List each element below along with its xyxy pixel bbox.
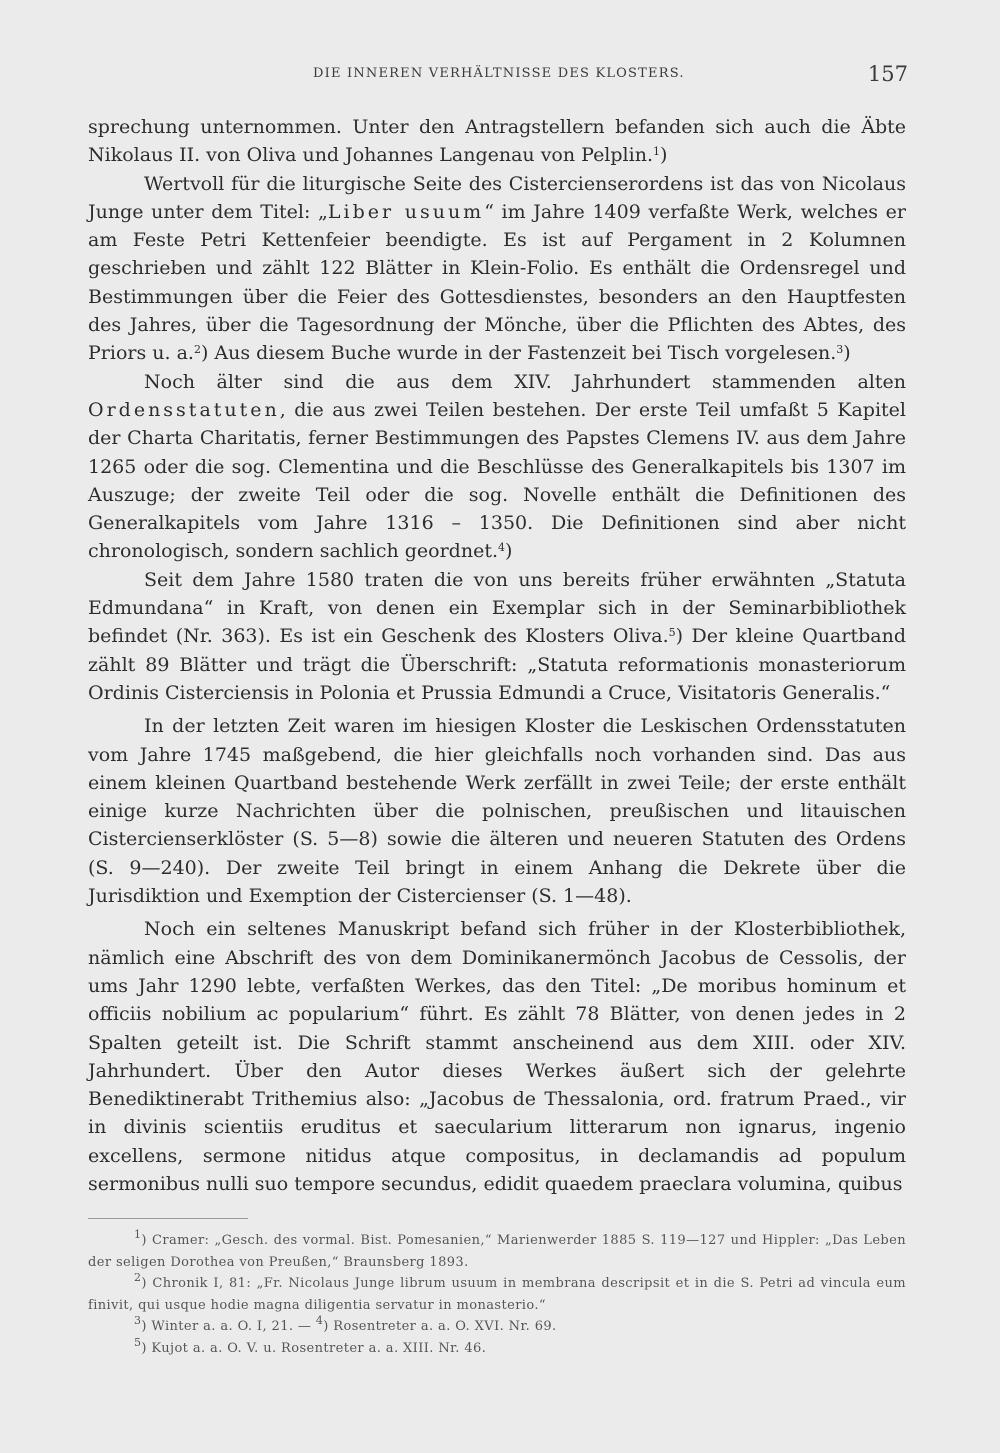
footnote-mark: 3	[134, 1314, 142, 1327]
footnote-text: ) Cramer: „Gesch. des vormal. Bist. Pomesanien,“ Marienwerder 1885 S. 119—127 und Hippler: „Das Leben der seligen Dorothea von Preußen,“ Braunsberg 1893.	[88, 1233, 906, 1270]
footnote-text: ) Kujot a. a. O. V. u. Rosentreter a. a. XIII. Nr. 46.	[141, 1340, 487, 1356]
footnote-mark: 5	[134, 1335, 142, 1349]
paragraph-text: )	[843, 342, 851, 365]
paragraph-text: ) Aus diesem Buche wurde in der Fastenzeit bei Tisch vorgelesen.	[200, 342, 837, 365]
footnote-mark: 1	[134, 1228, 142, 1241]
footnote-ref: 5	[668, 626, 676, 640]
footnote-2	[88, 1273, 906, 1316]
paragraph-text: ) Der kleine Quartband zählt 89 Blätter und trägt die Überschrift: „Statuta reformationis monasteriorum Ordinis Cisterciensis in Polonia et Prussia Edmundi a Cruce, Visitatoris Generalis.“	[88, 625, 906, 704]
footnotes	[88, 1230, 906, 1359]
running-head-title: DIE INNEREN VERHÄLTNISSE DES KLOSTERS.	[313, 66, 685, 81]
paragraph-text: Seit dem Jahre 1580 traten die von uns bereits früher erwähnten „Statuta Edmundana“ in Kraft, von denen ein Exemplar sich in der Seminarbibliothek befindet (Nr. 363). Es ist ein Geschenk des Klosters Oliva.	[88, 568, 906, 648]
footnote-text: ) Chronik I, 81: „Fr. Nicolaus Junge librum usuum in membrana descripsit et in die S. Petri ad vincula eum finivit, qui usque hodie magna diligentia servatur in monasterio.“	[88, 1276, 906, 1313]
paragraph-1	[88, 113, 906, 170]
paragraph-text: )	[505, 540, 513, 563]
paragraph-2	[88, 170, 906, 368]
paragraph-4	[88, 566, 906, 707]
paragraph-6: Noch ein seltenes Manuskript befand sich früher in der Klosterbibliothek, nämlich eine Abschrift des von dem Dominikanermönch Jacobus de Cessolis, der ums Jahr 1290 lebte, verfaßten Werkes, das den Titel: „De moribus hominum et officiis nobilium ac popularium“ führt. Es zählt 78 Blätter, von denen jedes in 2 Spalten geteilt ist. Die Schrift stammt anscheinend aus dem XIII. oder XIV. Jahrhundert. Über den Autor dieses Werkes äußert sich der gelehrte Benediktinerabt Trithemius also: „Jacobus de Thessalonia, ord. fratrum Praed., vir in divinis scientiis eruditus et saecularium litterarum non ignarus, ingenio excellens, sermone nitidus atque compositus, in declamandis ad populum sermonibus nulli suo tempore secundus, edidit quaedem praeclara volumina, quibus	[88, 918, 906, 1195]
footnote-ref: 3	[836, 343, 844, 357]
paragraph-text: Wertvoll für die liturgische Seite des Cistercienserordens ist das von Nicolaus Junge unter dem Titel: „	[88, 172, 906, 223]
spaced-term-ordensstatuten: Ordensstatuten	[88, 398, 280, 421]
footnote-ref: 1	[652, 145, 660, 159]
footnote-5	[88, 1335, 906, 1360]
paragraph-3	[88, 368, 906, 566]
paragraph-text: , die aus zwei Teilen bestehen. Der erste Teil umfaßt 5 Kapitel der Charta Charitatis, ferner Bestimmungen des Papstes Clemens IV. aus dem Jahre 1265 oder die sog. Clementina und die Beschlüsse des Generalkapitels bis 1307 im Auszuge; der zweite Teil oder die sog. Novelle enthält die Definitionen des Generalkapitels vom Jahre 1316 – 1350. Die Definitionen sind aber nicht chronologisch, sondern sachlich geordnet.	[88, 398, 906, 563]
paragraph-text: Noch älter sind die aus dem XIV. Jahrhundert stammenden alten	[144, 370, 906, 393]
footnote-mark: 4	[315, 1314, 324, 1327]
paragraph-text: )	[659, 144, 668, 167]
running-head	[88, 62, 908, 92]
footnote-text: ) Rosentreter a. a. O. XVI. Nr. 69.	[323, 1319, 557, 1334]
paragraph-text: “ im Jahre 1409 verfaßte Werk, welches er am Feste Petri Kettenfeier beendigte. Es ist auf Pergament in 2 Kolumnen geschrieben und zählt 122 Blätter in Klein-Folio. Es enthält die Ordensregel und Bestimmungen über die Feier des Gottesdienstes, besonders an den Hauptfesten des Jahres, über die Tagesordnung der Mönche, über die Pflichten des Abtes, des Priors u. a.	[88, 200, 907, 365]
paragraph-5: In der letzten Zeit waren im hiesigen Kloster die Leskischen Ordensstatuten vom Jahre 1745 maßgebend, die hier gleichfalls noch vorhanden sind. Das aus einem kleinen Quartband bestehende Werk zerfällt in zwei Teile; der erste enthält einige kurze Nachrichten über die polnischen, preußischen und litauischen Cistercienserklöster (S. 5—8) sowie die älteren und neueren Statuten des Ordens (S. 9—240). Der zweite Teil bringt in einem Anhang die Dekrete über die Jurisdiktion und Exemption der Cistercienser (S. 1—48).	[88, 715, 906, 908]
footnote-mark: 2	[134, 1271, 142, 1284]
paragraph-text: sprechung unternommen. Unter den Antragstellern befanden sich auch die Äbte Nikolaus II. von Oliva und Johannes Langenau von Pelplin.	[88, 116, 906, 167]
footnote-1	[88, 1230, 906, 1273]
footnote-ref: 2	[193, 343, 201, 357]
spaced-title-liber-usuum: Liber usuum	[327, 200, 485, 223]
footnote-ref: 4	[498, 541, 506, 555]
footnote-text: ) Winter a. a. O. I, 21. —	[141, 1319, 316, 1334]
main-text	[88, 113, 906, 1198]
footnote-3-4	[88, 1316, 906, 1338]
page-number: 157	[867, 62, 908, 86]
footnote-rule	[88, 1218, 248, 1219]
